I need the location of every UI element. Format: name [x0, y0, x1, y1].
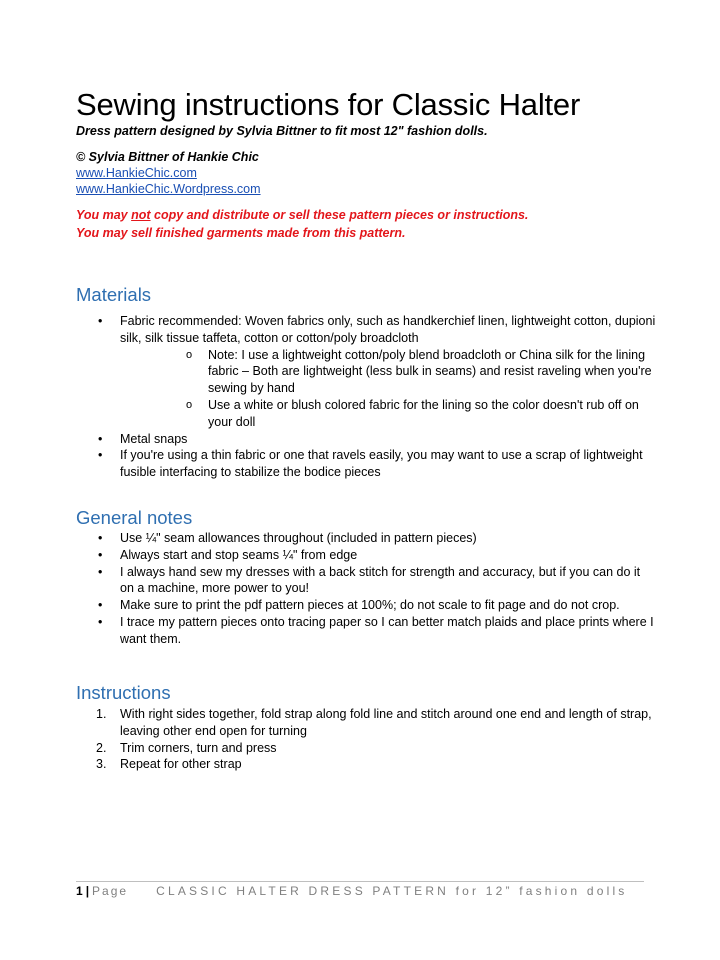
copyright-line: © Sylvia Bittner of Hankie Chic [76, 150, 259, 164]
general-notes-list [76, 530, 656, 648]
general-notes-heading: General notes [76, 507, 193, 528]
instructions-list [76, 706, 656, 773]
list-item: • I always hand sew my dresses with a back stitch for strength and accuracy, but if you can do it on a machine, more power to you! [98, 564, 641, 596]
materials-list [76, 313, 656, 481]
step-number: 2. [96, 740, 107, 755]
list-item: 2. Trim corners, turn and press [96, 740, 277, 755]
list-item: • Always start and stop seams ¼" from edge [98, 547, 358, 562]
sell-permission: You may sell finished garments made from this pattern. [76, 226, 406, 240]
materials-heading: Materials [76, 284, 152, 305]
document-subtitle: Dress pattern designed by Sylvia Bittner to fit most 12" fashion dolls. [76, 124, 488, 138]
bullet-icon: • [98, 614, 103, 629]
list-item: • Make sure to print the pdf pattern pieces at 100%; do not scale to fit page and do not crop. [98, 598, 620, 613]
bullet-icon: • [98, 598, 103, 613]
document-title: Sewing instructions for Classic Halter [76, 87, 581, 122]
bullet-icon: • [98, 564, 103, 579]
blog-link[interactable]: www.HankieChic.Wordpress.com [76, 182, 261, 196]
list-item: 1. With right sides together, fold strap along fold line and stitch around one end and length of strap, leaving other end open for turning [96, 707, 652, 738]
list-item: • If you're using a thin fabric or one that ravels easily, you may want to use a scrap of lightweight fusible interfacing to stabilize the bodice pieces [98, 448, 643, 480]
bullet-icon: • [98, 431, 103, 446]
footer-divider [76, 881, 644, 882]
step-number: 3. [96, 757, 107, 772]
list-item: • Use ¼" seam allowances throughout (included in pattern pieces) [98, 531, 477, 545]
bullet-icon: • [98, 547, 103, 562]
list-item: • Fabric recommended: Woven fabrics only, such as handkerchief linen, lightweight cotton, dupioni silk, silk tissue taffeta, cotton or cotton/poly broadcloth [98, 314, 656, 345]
page-label: Page [92, 884, 129, 898]
page-footer [76, 884, 628, 898]
footer-title: CLASSIC HALTER DRESS PATTERN for 12” fashion dolls [156, 884, 628, 898]
list-item: 3. Repeat for other strap [96, 757, 242, 772]
footer-separator: | [85, 884, 90, 898]
instructions-heading: Instructions [76, 682, 171, 703]
bullet-icon: • [98, 448, 103, 463]
bullet-icon: • [98, 314, 103, 328]
circle-bullet-icon: o [186, 348, 193, 361]
list-item: • I trace my pattern pieces onto tracing paper so I can better match plaids and place prints where I want them. [98, 614, 654, 646]
bullet-icon: • [98, 531, 103, 545]
list-item: • Metal snaps [98, 431, 188, 446]
page-number: 1 [76, 884, 83, 898]
list-item: o Use a white or blush colored fabric for the lining so the color doesn't rub off on your doll [186, 397, 639, 429]
step-number: 1. [96, 707, 107, 721]
circle-bullet-icon: o [186, 398, 193, 411]
website-link[interactable]: www.HankieChic.com [76, 166, 197, 180]
list-item: o Note: I use a lightweight cotton/poly blend broadcloth or China silk for the lining fabric – Both are lightweight (less bulk in seams) and resist raveling when you're sewing by hand [186, 347, 652, 396]
sub-list [76, 347, 656, 431]
copy-warning: You may not copy and distribute or sell these pattern pieces or instructions. [76, 208, 529, 222]
